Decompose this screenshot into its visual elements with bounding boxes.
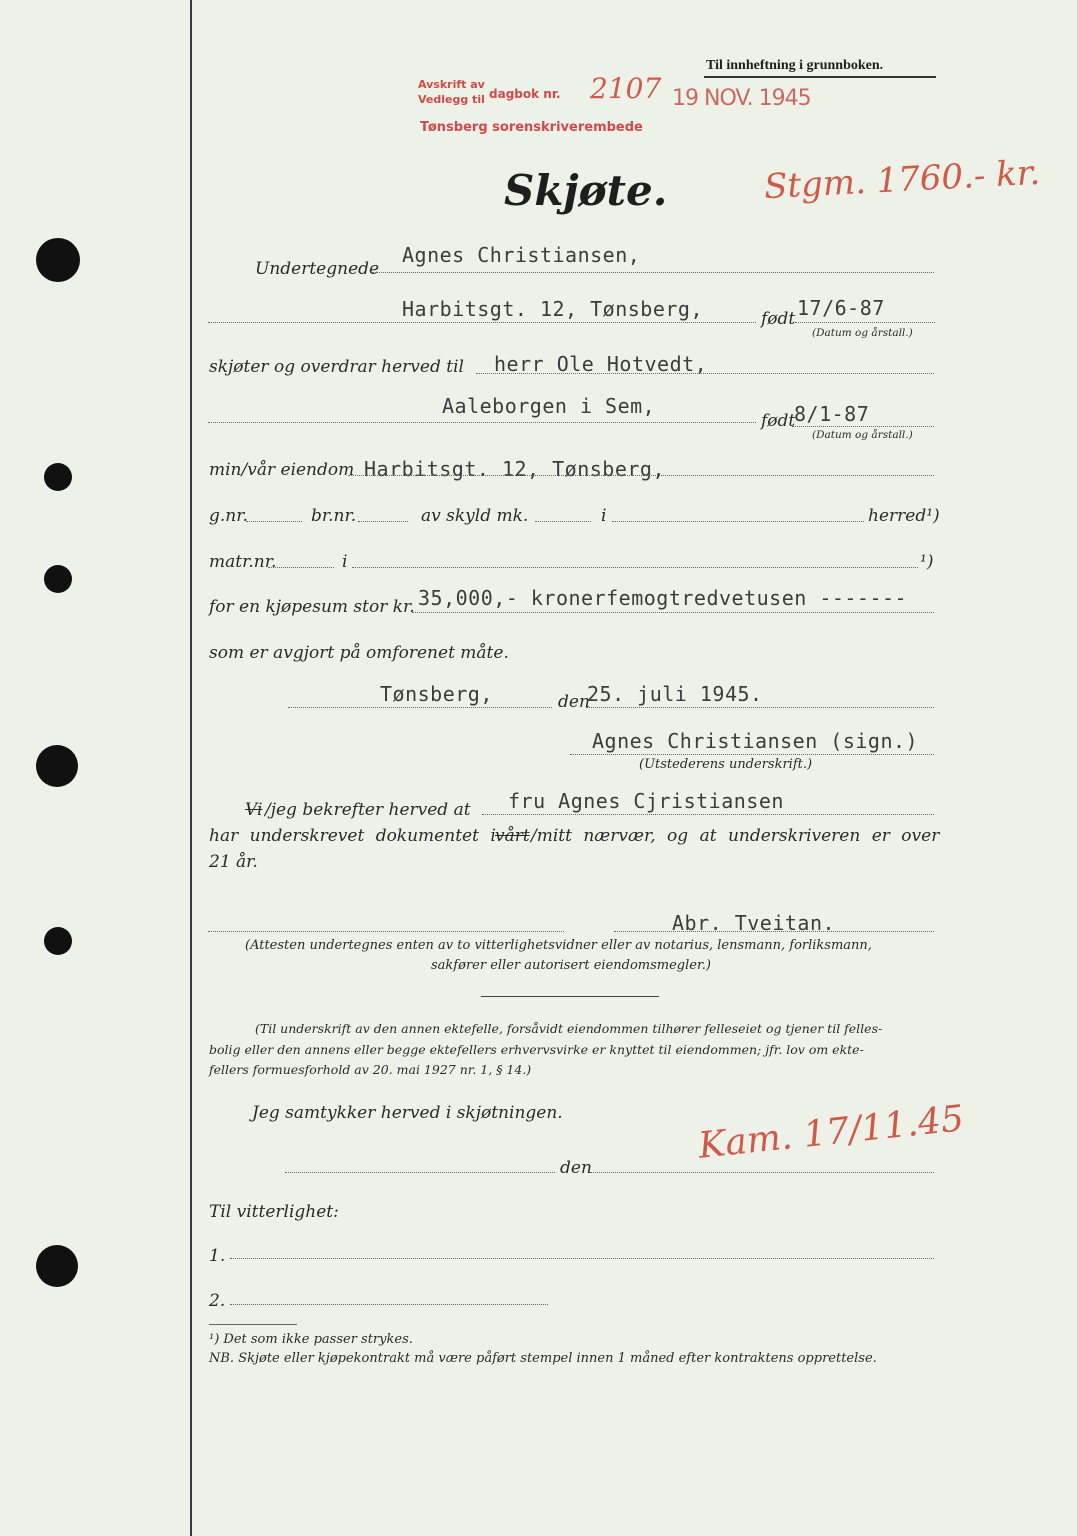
punch-hole — [36, 1245, 78, 1287]
seller-born-hint: (Datum og årstall.) — [812, 327, 913, 339]
spouse-note-line1: (Til underskrift av den annen ektefelle, forsåvidt eiendommen tilhører felleseiet og tjener til felles- — [255, 1021, 883, 1036]
attest-name: fru Agnes Cjristiansen — [508, 789, 784, 813]
seller-address-line — [208, 322, 756, 323]
attest-line2a: har underskrevet dokumentet i — [209, 826, 496, 846]
price-line — [412, 612, 934, 613]
footnote-nb: NB. Skjøte eller kjøpekontrakt må være påført stempel innen 1 måned efter kontraktens opprettelse. — [209, 1351, 877, 1366]
gnr-label: g.nr. — [209, 506, 248, 526]
document-title: Skjøte. — [504, 166, 668, 215]
price-value: 35,000,- kronerfemogtredvetusen ------- — [418, 586, 908, 610]
spouse-note-line2: bolig eller den annens eller begge ektefellers erhvervsvirke er knyttet til eiendommen; jfr. lov om ekte- — [209, 1042, 864, 1057]
buyer-born: 8/1-87 — [794, 402, 870, 426]
consent-date-line — [590, 1172, 934, 1173]
brnr-label: br.nr. — [311, 506, 357, 526]
attest-line1: /jeg bekrefter herved at — [265, 800, 471, 820]
fee-note: Stgm. 1760.- kr. — [763, 152, 1041, 208]
skyld-label: av skyld mk. — [421, 506, 529, 526]
brnr-line — [358, 521, 408, 522]
buyer-address: Aaleborgen i Sem, — [442, 394, 656, 418]
consent-den-label: den — [560, 1158, 592, 1178]
transfer-label: skjøter og overdrar herved til — [209, 357, 464, 377]
stamp-line-avskrift: Avskrift av — [418, 78, 485, 91]
punch-hole — [44, 565, 72, 593]
consent-text: Jeg samtykker herved i skjøtningen. — [252, 1103, 563, 1123]
witness-one-line — [230, 1258, 934, 1259]
matr-i-label: i — [342, 552, 348, 572]
witness-left-line — [208, 931, 564, 932]
witness-right-line — [614, 931, 934, 932]
date-line — [586, 707, 934, 708]
place-value: Tønsberg, — [380, 682, 493, 706]
matr-footnote-mark: ¹) — [920, 552, 934, 572]
seller-born: 17/6-87 — [797, 296, 885, 320]
punch-hole — [36, 238, 80, 282]
binding-note: Til innheftning i grunnboken. — [706, 58, 884, 73]
matr-i-line — [352, 567, 918, 568]
signature-line — [570, 754, 934, 755]
attest-line2c: /mitt nærvær, og at underskriveren er over — [531, 826, 940, 846]
spouse-note-line3: fellers formuesforhold av 20. mai 1927 nr. 1, § 14.) — [209, 1062, 532, 1077]
witness-two-label: 2. — [209, 1291, 226, 1311]
footnote-1: ¹) Det som ikke passer strykes. — [209, 1332, 413, 1347]
buyer-born-hint: (Datum og årstall.) — [812, 429, 913, 441]
place-line — [288, 707, 552, 708]
skyld-line — [535, 521, 591, 522]
buyer-name-line — [476, 373, 934, 374]
property-value: Harbitsgt. 12, Tønsberg, — [364, 457, 665, 481]
price-label: for en kjøpesum stor kr. — [209, 597, 415, 617]
punch-hole — [36, 745, 78, 787]
witnesses-label: Til vitterlighet: — [209, 1202, 339, 1222]
herred-label: herred¹) — [868, 506, 940, 526]
consent-hand-note: Kam. 17/11.45 — [696, 1098, 966, 1167]
matr-label: matr.nr. — [209, 552, 277, 572]
buyer-born-line — [792, 426, 934, 427]
punch-hole — [44, 463, 72, 491]
gnr-i-line — [612, 521, 864, 522]
punch-hole — [44, 927, 72, 955]
property-line — [348, 475, 934, 476]
witness-one-label: 1. — [209, 1246, 226, 1266]
signature-hint: (Utstederens underskrift.) — [639, 757, 813, 772]
seller-born-line — [795, 322, 935, 323]
stamp-dagbok-number: 2107 — [590, 72, 662, 105]
attest-line2b: vårt — [495, 826, 530, 846]
consent-place-line — [285, 1172, 555, 1173]
header-underline — [704, 76, 936, 78]
attest-note-line2: sakfører eller autorisert eiendomsmegler.) — [431, 958, 711, 973]
issuer-signature: Agnes Christiansen (sign.) — [592, 729, 919, 753]
witness-signature: Abr. Tveitan. — [672, 911, 836, 935]
seller-label: Undertegnede — [255, 259, 380, 279]
gnr-line — [246, 521, 302, 522]
stamp-dagbok-label: dagbok nr. — [489, 87, 561, 101]
attest-line3: 21 år. — [209, 852, 258, 872]
attest-name-line — [482, 814, 934, 815]
seller-name-line — [372, 272, 934, 273]
footnote-divider — [209, 1324, 297, 1325]
matr-line — [268, 567, 334, 568]
buyer-born-label: født — [761, 411, 796, 431]
seller-address: Harbitsgt. 12, Tønsberg, — [402, 297, 703, 321]
buyer-name: herr Ole Hotvedt, — [494, 352, 708, 376]
settled-text: som er avgjort på omforenet måte. — [209, 643, 509, 663]
attest-note-line1: (Attesten undertegnes enten av to vitterlighetsvidner eller av notarius, lensmann, forliksmann, — [245, 938, 872, 953]
property-label: min/vår eiendom — [209, 460, 355, 480]
seller-name: Agnes Christiansen, — [402, 243, 641, 267]
buyer-address-line — [208, 422, 756, 423]
witness-two-line — [230, 1304, 548, 1305]
gnr-i-label: i — [601, 506, 607, 526]
stamp-line-vedlegg: Vedlegg til — [418, 93, 485, 106]
date-value: 25. juli 1945. — [587, 682, 763, 706]
stamp-office: Tønsberg sorenskriverembede — [420, 120, 643, 135]
attest-prefix: Vi — [245, 800, 263, 820]
stamp-date: 19 NOV. 1945 — [672, 86, 811, 111]
section-divider — [481, 996, 659, 997]
date-den-label: den — [558, 692, 590, 712]
seller-born-label: født — [761, 309, 796, 329]
binding-margin-line — [190, 0, 192, 1536]
